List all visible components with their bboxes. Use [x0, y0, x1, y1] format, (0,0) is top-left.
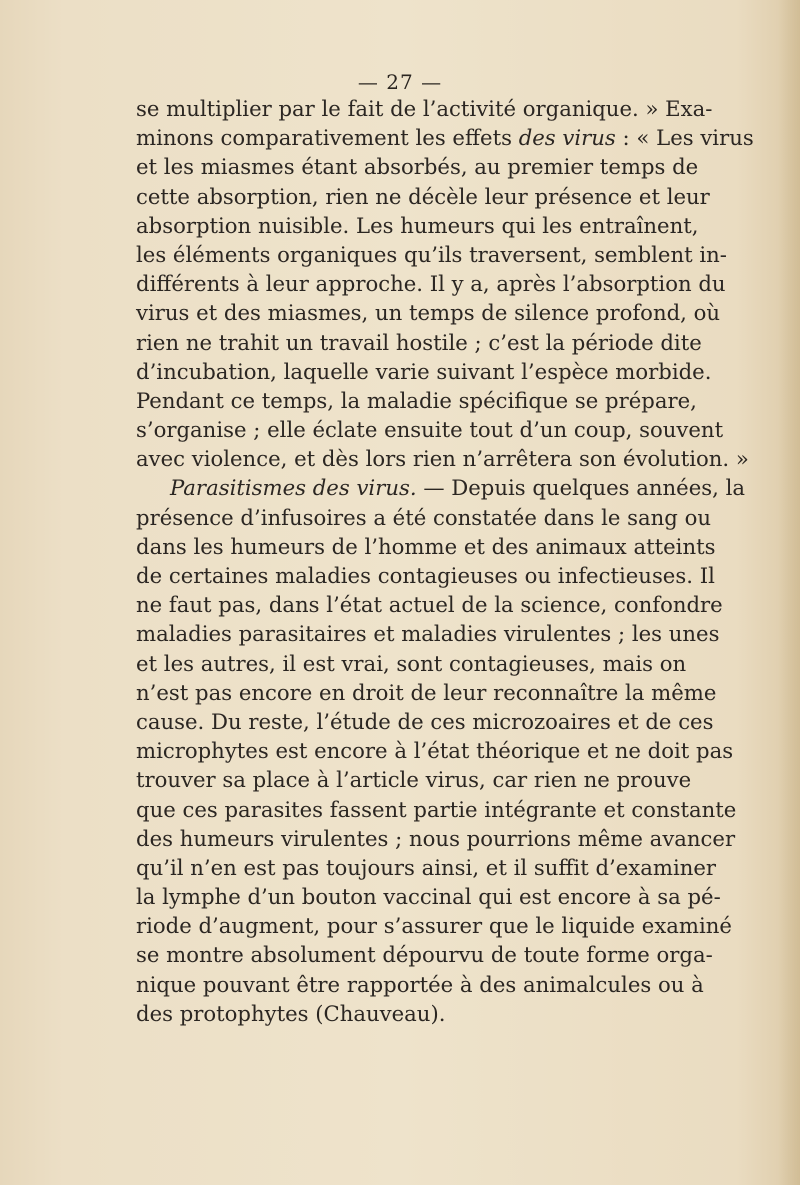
text-line: cette absorption, rien ne décèle leur présence et leur — [136, 183, 710, 209]
text-line: avec violence, et dès lors rien n’arrêtera son évolution. » — [136, 446, 749, 472]
text-line: trouver sa place à l’article virus, car rien ne prouve — [136, 767, 692, 793]
text-line: rien ne trahit un travail hostile ; c’est la période dite — [136, 329, 702, 355]
text-line: de certaines maladies contagieuses ou infectieuses. Il — [136, 563, 715, 588]
text-line-start: minons comparativement les effets — [136, 125, 519, 151]
text-line: s’organise ; elle éclate ensuite tout d’un coup, souvent — [136, 417, 724, 443]
text-line: riode d’augment, pour s’assurer que le liquide examiné — [136, 913, 732, 939]
text-line: qu’il n’en est pas toujours ainsi, et il suffit d’examiner — [136, 854, 717, 880]
text-line: et les autres, il est vrai, sont contagieuses, mais on — [136, 650, 687, 676]
text-line: les éléments organiques qu’ils traversent, semblent in- — [136, 241, 727, 267]
text-line: nique pouvant être rapportée à des animalcules ou à — [136, 971, 704, 997]
text-line: absorption nuisible. Les humeurs qui les entraînent, — [136, 212, 699, 238]
text-line: ne faut pas, dans l’état actuel de la science, confondre — [136, 592, 723, 618]
body-text — [136, 94, 754, 1028]
text-line: que ces parasites fassent partie intégrante et constante — [136, 796, 737, 822]
text-line-end: — Depuis quelques années, la — [416, 475, 745, 501]
text-line-end: : « Les virus — [615, 125, 754, 151]
section-heading: Parasitismes des virus. — [170, 475, 417, 501]
section-heading-line — [136, 473, 745, 502]
text-line: maladies parasitaires et maladies virulentes ; les unes — [136, 621, 720, 647]
text-line: microphytes est encore à l’état théorique et ne doit pas — [136, 738, 734, 764]
text-line: Pendant ce temps, la maladie spécifique se prépare, — [136, 387, 697, 413]
text-line: se montre absolument dépourvu de toute forme orga- — [136, 942, 713, 968]
text-line: et les miasmes étant absorbés, au premier temps de — [136, 154, 699, 180]
text-line: n’est pas encore en droit de leur reconnaître la même — [136, 679, 717, 705]
text-line-final: des protophytes (Chauveau). — [136, 1000, 446, 1026]
text-line: dans les humeurs de l’homme et des animaux atteints — [136, 533, 716, 559]
text-line: d’incubation, laquelle varie suivant l’espèce morbide. — [136, 358, 712, 384]
page-number: — 27 — — [357, 70, 443, 94]
text-line: différents à leur approche. Il y a, après l’absorption du — [136, 271, 726, 297]
text-line: la lymphe d’un bouton vaccinal qui est encore à sa pé- — [136, 884, 721, 910]
text-line: se multiplier par le fait de l’activité organique. » Exa- — [136, 96, 713, 121]
text-line: présence d’infusoires a été constatée dans le sang ou — [136, 504, 711, 530]
text-line: virus et des miasmes, un temps de silence profond, où — [136, 300, 721, 326]
page-edge-shadow — [778, 0, 800, 1185]
text-line: cause. Du reste, l’étude de ces microzoaires et de ces — [136, 708, 714, 734]
text-line — [136, 123, 754, 152]
text-line: des humeurs virulentes ; nous pourrions même avancer — [136, 825, 736, 851]
italic-phrase: des virus — [518, 125, 616, 151]
